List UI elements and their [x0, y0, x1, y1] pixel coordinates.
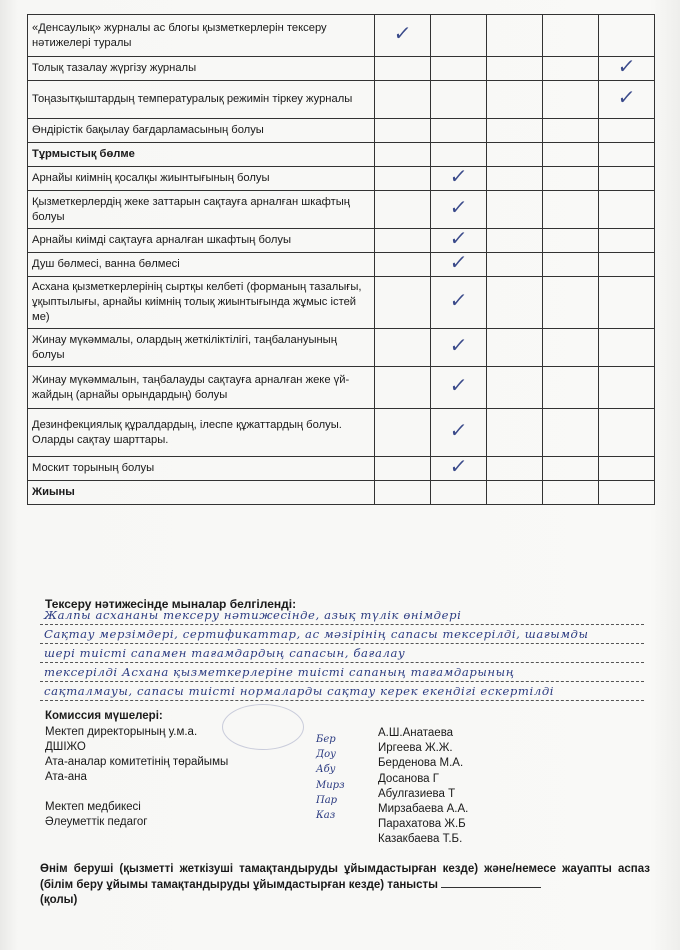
check-mark: ✓: [448, 164, 469, 188]
check-cell: [431, 164, 487, 191]
check-cell: [431, 143, 487, 167]
handwritten-notes: [40, 606, 644, 701]
commission-role: Ата-аналар комитетінің төрайымы: [45, 756, 229, 768]
check-cell: [543, 367, 599, 409]
checklist-row: [28, 329, 655, 367]
check-cell: [599, 277, 655, 329]
inspection-checklist-table: [27, 14, 655, 505]
notes-title: Тексеру нәтижесінде мыналар белгіленді:: [45, 597, 297, 611]
checklist-row: [28, 457, 655, 481]
member-name: Парахатова Ж.Б: [378, 818, 466, 831]
commission-title: Комиссия мүшелері:: [45, 710, 163, 722]
check-cell: [543, 119, 599, 143]
notes-line: шері тиісті сапамен тағамдардың сапасын, бағалау: [40, 644, 644, 663]
signature: Мирз: [316, 779, 345, 791]
signatures: [316, 734, 376, 825]
checklist-row: [28, 119, 655, 143]
check-cell: [487, 277, 543, 329]
check-cell: [599, 119, 655, 143]
signature: Каз: [316, 809, 336, 821]
check-cell: [487, 167, 543, 191]
check-cell: [543, 229, 599, 253]
checklist-item-label: Жинау мүкәммалы, олардың жеткіліктілігі, таңбалануының болуы: [28, 329, 375, 367]
check-cell: [487, 253, 543, 277]
signature: Пар: [316, 794, 338, 806]
checklist-item-label: Толық тазалау жүргізу журналы: [28, 57, 375, 81]
check-cell: [431, 481, 487, 505]
check-cell: [599, 329, 655, 367]
check-cell: [375, 367, 431, 409]
signature: Бер: [316, 734, 336, 745]
member-name: А.Ш.Анатаева: [378, 727, 454, 739]
check-cell: [487, 143, 543, 167]
footer-text: Өнім беруші (қызметті жеткізуші тамақтандыруды ұйымдастырған кезде) және/немесе жауапты аспаз (білім беру ұйымы тамақтандыруды ұйымдастырған кезде) танысты: [40, 863, 650, 891]
notes-line: тексерілді Асхана қызметкерлеріне тиісті сапаның тағамдарының: [40, 663, 644, 682]
check-cell: [431, 250, 487, 277]
check-cell: [375, 191, 431, 229]
check-cell: [599, 229, 655, 253]
checklist-row: [28, 409, 655, 457]
check-cell: [599, 457, 655, 481]
checklist-item-label: Арнайы киімді сақтауға арналған шкафтың болуы: [28, 229, 375, 253]
check-cell: [431, 409, 487, 457]
footer-sign-label: (қолы): [40, 894, 78, 906]
stamp-seal: [222, 704, 304, 750]
member-name: Мирзабаева А.А.: [378, 803, 469, 816]
check-mark: ✓: [448, 454, 469, 478]
checklist-row: [28, 229, 655, 253]
checklist-item-label: Қызметкерлердің жеке заттарын сақтауға арналған шкафтың болуы: [28, 191, 375, 229]
check-cell: [599, 481, 655, 505]
notes-line: сақталмауы, сапасы тиісті нормаларды сақтау керек екендігі ескертілді: [40, 682, 644, 701]
check-mark: ✓: [448, 195, 469, 219]
commission-role: Мектеп медбикесі: [45, 801, 141, 813]
member-name: Казакбаева Т.Б.: [378, 833, 463, 846]
check-cell: [375, 409, 431, 457]
check-cell: [599, 167, 655, 191]
checklist-row: [28, 191, 655, 229]
commission-role: Әлеуметтік педагог: [45, 816, 148, 828]
checklist-item-label: Тоңазытқыштардың температуралық режимін тіркеу журналы: [28, 81, 375, 119]
checklist-item-label: Тұрмыстық бөлме: [28, 143, 375, 167]
signature: Абу: [316, 764, 336, 776]
check-mark: ✓: [448, 418, 469, 442]
checklist-row: [28, 57, 655, 81]
check-cell: [431, 15, 487, 57]
check-cell: [375, 81, 431, 119]
check-cell: [599, 367, 655, 409]
checklist-row: [28, 81, 655, 119]
member-name: Берденова М.А.: [378, 757, 464, 770]
check-cell: [543, 253, 599, 277]
checklist-row: [28, 167, 655, 191]
check-cell: [487, 481, 543, 505]
check-cell: [543, 481, 599, 505]
checklist-item-label: Арнайы киімнің қосалқы жиынтығының болуы: [28, 167, 375, 191]
check-cell: [543, 329, 599, 367]
member-name: Абулгазиева Т: [378, 787, 456, 800]
check-cell: [375, 277, 431, 329]
check-cell: [487, 119, 543, 143]
check-cell: [599, 409, 655, 457]
checklist-item-label: Жиыны: [28, 481, 375, 505]
check-cell: [431, 57, 487, 81]
check-cell: [375, 481, 431, 505]
member-name: Иргеева Ж.Ж.: [378, 742, 453, 755]
checklist-item-label: Москит торының болуы: [28, 457, 375, 481]
checklist-item-label: Душ бөлмесі, ванна бөлмесі: [28, 253, 375, 277]
checklist-item-label: Дезинфекциялық құралдардың, ілеспе құжаттардың болуы. Оларды сақтау шарттары.: [28, 409, 375, 457]
check-cell: [375, 253, 431, 277]
check-cell: [543, 15, 599, 57]
check-cell: [487, 57, 543, 81]
checklist-row: [28, 277, 655, 329]
checklist-item-label: «Денсаулық» журналы ас блогы қызметкерлерін тексеру нәтижелері туралы: [28, 15, 375, 57]
check-cell: [543, 457, 599, 481]
check-cell: [431, 277, 487, 329]
check-mark: ✓: [392, 21, 413, 45]
section-row: [28, 143, 655, 167]
check-cell: [599, 143, 655, 167]
notes-line: Сақтау мерзімдері, сертификаттар, ас мәзірінің сапасы тексерілді, шағымды: [40, 625, 644, 644]
check-cell: [431, 454, 487, 481]
check-cell: [375, 329, 431, 367]
checklist-row: [28, 253, 655, 277]
check-cell: [487, 15, 543, 57]
commission-role: [45, 784, 228, 799]
check-cell: [487, 329, 543, 367]
commission-names: [378, 726, 468, 848]
check-cell: [431, 329, 487, 367]
check-cell: [543, 277, 599, 329]
check-cell: [543, 57, 599, 81]
check-cell: [431, 119, 487, 143]
signature-line: [441, 877, 541, 888]
notes-line: Жалпы асхананы тексеру нәтижесінде, азық түлік өнімдері: [40, 606, 644, 625]
check-mark: ✓: [448, 226, 469, 250]
check-cell: [431, 226, 487, 253]
check-cell: [487, 81, 543, 119]
check-cell: [599, 253, 655, 277]
check-cell: [431, 367, 487, 409]
check-cell: [487, 409, 543, 457]
check-cell: [375, 119, 431, 143]
check-cell: [543, 167, 599, 191]
check-cell: [375, 57, 431, 81]
check-cell: [431, 191, 487, 229]
commission-role: ДШІЖО: [45, 741, 86, 753]
check-cell: [487, 457, 543, 481]
commission-block: [45, 708, 228, 829]
check-cell: [375, 167, 431, 191]
check-cell: [487, 191, 543, 229]
check-cell: [599, 81, 655, 119]
checklist-item-label: Асхана қызметкерлерінің сыртқы келбеті (форманың тазалығы, ұқыптылығы, арнайы киімнің толық жиынтығында жұмыс істей ме): [28, 277, 375, 329]
check-cell: [543, 143, 599, 167]
check-cell: [375, 229, 431, 253]
check-cell: [487, 367, 543, 409]
check-cell: [375, 143, 431, 167]
check-cell: [487, 229, 543, 253]
check-cell: [431, 81, 487, 119]
check-mark: ✓: [448, 250, 469, 274]
check-mark: ✓: [616, 54, 637, 78]
checklist-item-label: Жинау мүкәммалын, таңбалауды сақтауға арналған жеке үй-жайдың (арнайы орындардың) болуы: [28, 367, 375, 409]
check-cell: [599, 15, 655, 57]
checklist-row: [28, 367, 655, 409]
check-cell: [599, 191, 655, 229]
check-cell: [599, 54, 655, 81]
check-mark: ✓: [616, 85, 637, 109]
check-cell: [543, 191, 599, 229]
section-row: [28, 481, 655, 505]
checklist-row: [28, 15, 655, 57]
check-cell: [543, 81, 599, 119]
check-mark: ✓: [448, 333, 469, 357]
acknowledgement-footer: [40, 862, 650, 908]
check-cell: [375, 15, 431, 57]
check-cell: [543, 409, 599, 457]
checklist-item-label: Өндірістік бақылау бағдарламасының болуы: [28, 119, 375, 143]
commission-role: Ата-ана: [45, 771, 87, 783]
check-mark: ✓: [448, 288, 469, 312]
check-mark: ✓: [448, 373, 469, 397]
check-cell: [375, 457, 431, 481]
commission-role: Мектеп директорының у.м.а.: [45, 726, 198, 738]
signature: Доу: [316, 749, 336, 761]
member-name: Досанова Г: [378, 772, 440, 785]
